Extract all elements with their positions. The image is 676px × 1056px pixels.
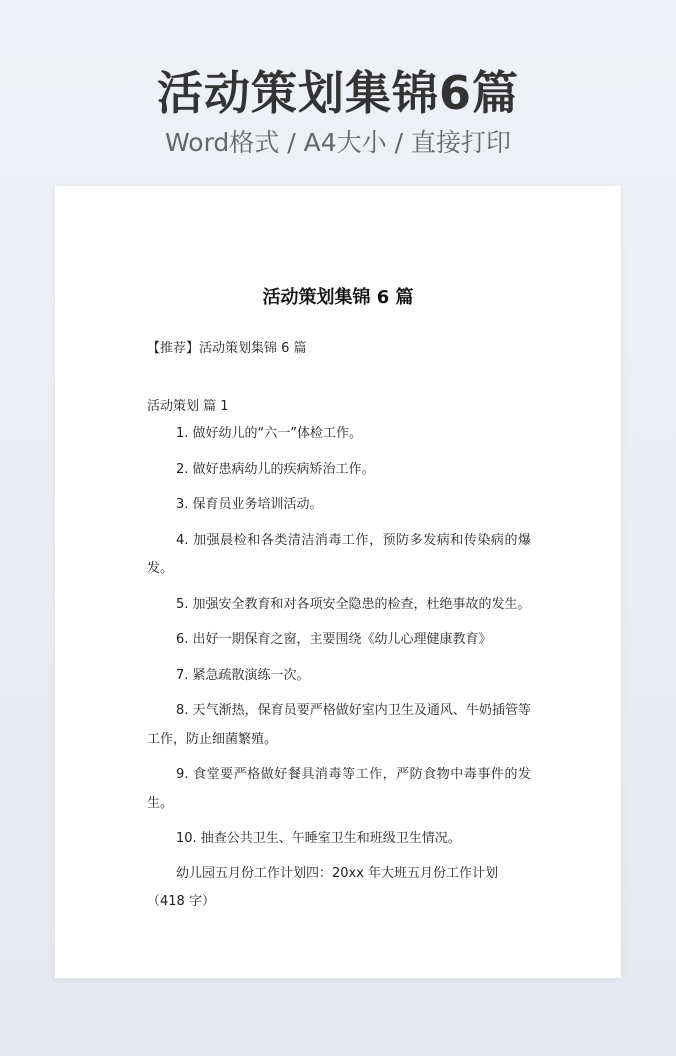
- list-item: 1. 做好幼儿的“六一”体检工作。: [176, 426, 363, 441]
- list-item: 9. 食堂要严格做好餐具消毒等工作，严防食物中毒事件的发生。: [147, 767, 531, 811]
- footer-paragraph: 幼儿园五月份工作计划四：20xx 年大班五月份工作计划（418 字）: [147, 865, 499, 909]
- list-item: 4. 加强晨检和各类清洁消毒工作，预防多发病和传染病的爆发。: [147, 532, 531, 576]
- page-header: [0, 62, 676, 160]
- document-body: [147, 338, 531, 917]
- format-subtitle: Word格式 / A4大小 / 直接打印: [165, 128, 511, 157]
- list-item: 3. 保育员业务培训活动。: [176, 497, 323, 512]
- list-item: 8. 天气渐热，保育员要严格做好室内卫生及通风、牛奶插管等工作，防止细菌繁殖。: [147, 703, 531, 747]
- document-page: [55, 186, 621, 978]
- recommend-line: 【推荐】活动策划集锦 6 篇: [147, 341, 307, 356]
- list-item: 7. 紧急疏散演练一次。: [176, 667, 310, 683]
- main-title: 活动策划集锦6篇: [156, 66, 519, 120]
- document-title: 活动策划集锦 6 篇: [262, 287, 414, 308]
- list-item: 2. 做好患病幼儿的疾病矫治工作。: [176, 461, 375, 477]
- list-item: 6. 出好一期保育之窗，主要围绕《幼儿心理健康教育》: [176, 632, 492, 647]
- list-item: 10. 抽查公共卫生、午睡室卫生和班级卫生情况。: [176, 831, 461, 846]
- list-item: 5. 加强安全教育和对各项安全隐患的检查，杜绝事故的发生。: [176, 596, 531, 612]
- section-heading: 活动策划 篇 1: [147, 399, 229, 414]
